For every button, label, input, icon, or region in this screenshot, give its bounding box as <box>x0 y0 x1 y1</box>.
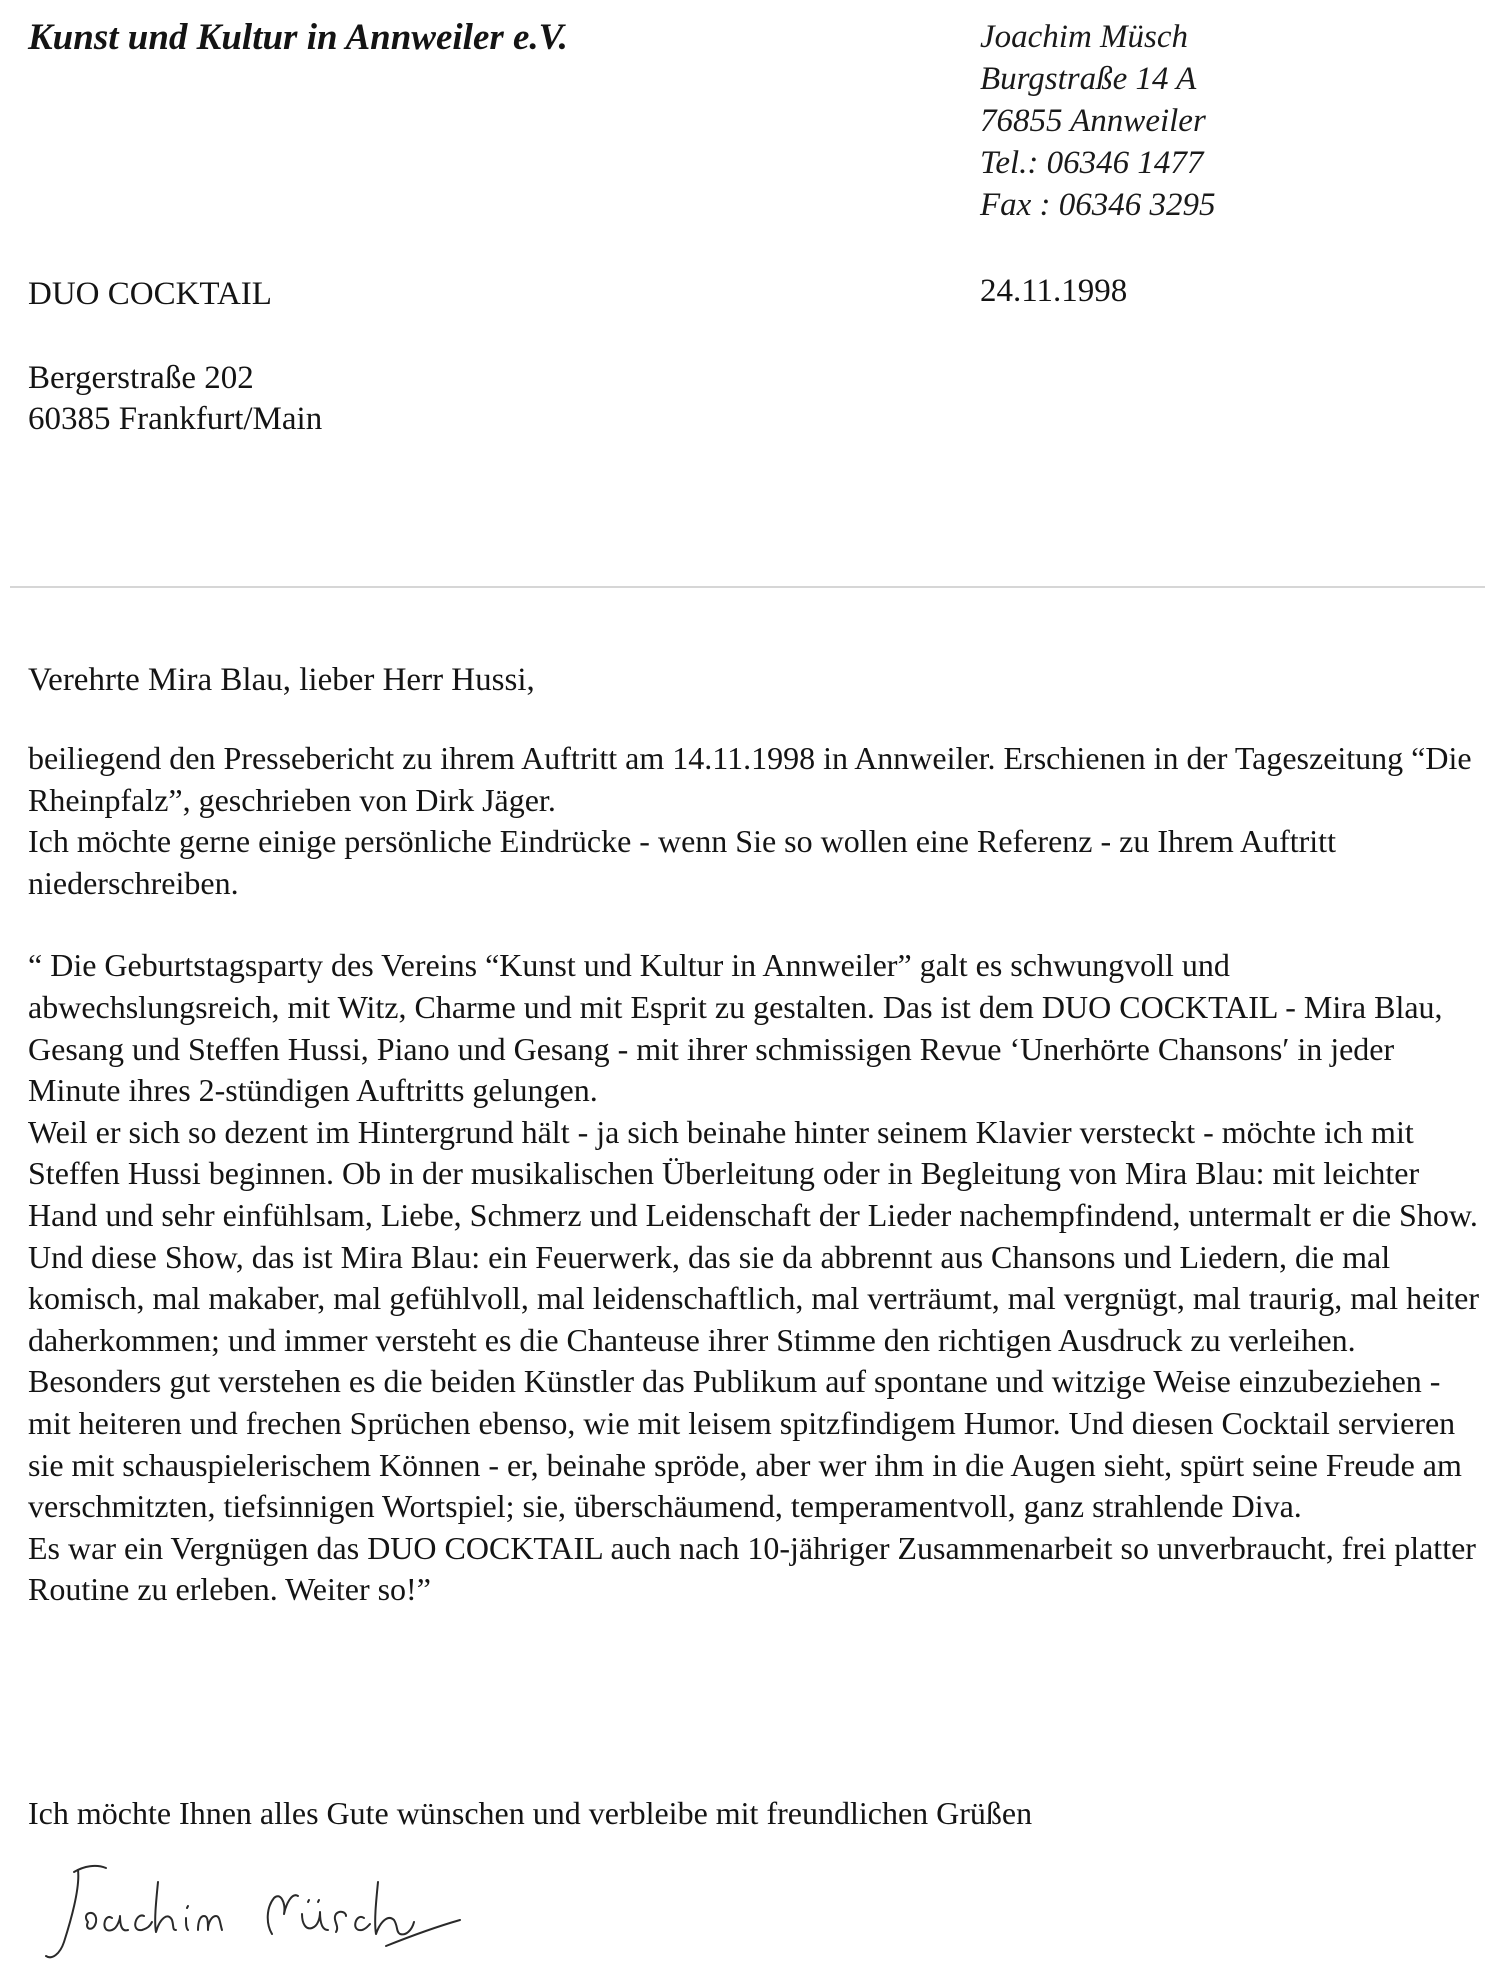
recipient-street: Bergerstraße 202 <box>28 360 254 396</box>
recipient-name: DUO COCKTAIL <box>28 276 272 312</box>
salutation: Verehrte Mira Blau, lieber Herr Hussi, <box>28 662 535 698</box>
fold-line-divider <box>10 586 1485 588</box>
letter-body <box>28 738 1488 1611</box>
body-paragraph: Besonders gut verstehen es die beiden Künstler das Publikum auf spontane und witzige Weise einzubeziehen - mit heiteren und frechen Sprüchen ebenso, wie mit leisem spitzfindigem Humor. Und diesen Cocktail servieren sie mit schauspielerischem Können - er, beinahe spröde, aber wer ihm in die Augen sieht, spürt seine Freude am verschmitzten, tiefsinnigen Wortspiel; sie, überschäumend, temperamentvoll, ganz strahlende Diva. <box>28 1363 1462 1525</box>
recipient-city: 60385 Frankfurt/Main <box>28 401 323 437</box>
organization-name: Kunst und Kultur in Annweiler e.V. <box>28 17 568 58</box>
body-paragraph: Und diese Show, das ist Mira Blau: ein Feuerwerk, das sie da abbrennt aus Chansons und Liedern, die mal komisch, mal makaber, mal gefühlvoll, mal leidenschaftlich, mal verträumt, mal vergnügt, mal traurig, mal heiter daherkommen; und immer versteht es die Chanteuse ihrer Stimme den richtigen Ausdruck zu verleihen. <box>28 1238 1480 1358</box>
sender-name: Joachim Müsch <box>980 19 1189 55</box>
body-paragraph: beiliegend den Pressebericht zu ihrem Auftritt am 14.11.1998 in Annweiler. Erschienen in der Tageszeitung “Die Rheinpfalz”, geschrieben von Dirk Jäger. <box>28 740 1472 818</box>
sender-address-block <box>980 16 1216 226</box>
recipient-address-block <box>28 274 322 440</box>
body-paragraph: “ Die Geburtstagsparty des Vereins “Kunst und Kultur in Annweiler” galt es schwungvoll und abwechslungsreich, mit Witz, Charme und mit Esprit zu gestalten. Das ist dem DUO COCKTAIL - Mira Blau, Gesang und Steffen Hussi, Piano und Gesang - mit ihrer schmissigen Revue ‘Unerhörte Chansons′ in jeder Minute ihres 2-stündigen Auftritts gelungen. <box>28 947 1443 1109</box>
body-paragraph: Weil er sich so dezent im Hintergrund hält - ja sich beinahe hinter seinem Klavier versteckt - möchte ich mit Steffen Hussi beginnen. Ob in der musikalischen Überleitung oder in Begleitung von Mira Blau: mit leichter Hand und sehr einfühlsam, Liebe, Schmerz und Leidenschaft der Lieder nachempfindend, untermalt er die Show. <box>28 1113 1478 1233</box>
letter-date: 24.11.1998 <box>980 273 1128 309</box>
sender-city: 76855 Annweiler <box>980 103 1206 139</box>
sender-fax: Fax : 06346 3295 <box>980 187 1216 223</box>
handwritten-signature <box>40 1842 480 1972</box>
body-paragraph: Ich möchte gerne einige persönliche Eindrücke - wenn Sie so wollen eine Referenz - zu Ihrem Auftritt niederschreiben. <box>28 823 1336 901</box>
sender-street: Burgstraße 14 A <box>980 61 1197 97</box>
body-paragraph: Es war ein Vergnügen das DUO COCKTAIL auch nach 10-jähriger Zusammenarbeit so unverbraucht, frei platter Routine zu erleben. Weiter so!” <box>28 1529 1476 1608</box>
sender-phone: Tel.: 06346 1477 <box>980 145 1204 181</box>
closing-line: Ich möchte Ihnen alles Gute wünschen und verbleibe mit freundlichen Grüßen <box>28 1795 1033 1831</box>
